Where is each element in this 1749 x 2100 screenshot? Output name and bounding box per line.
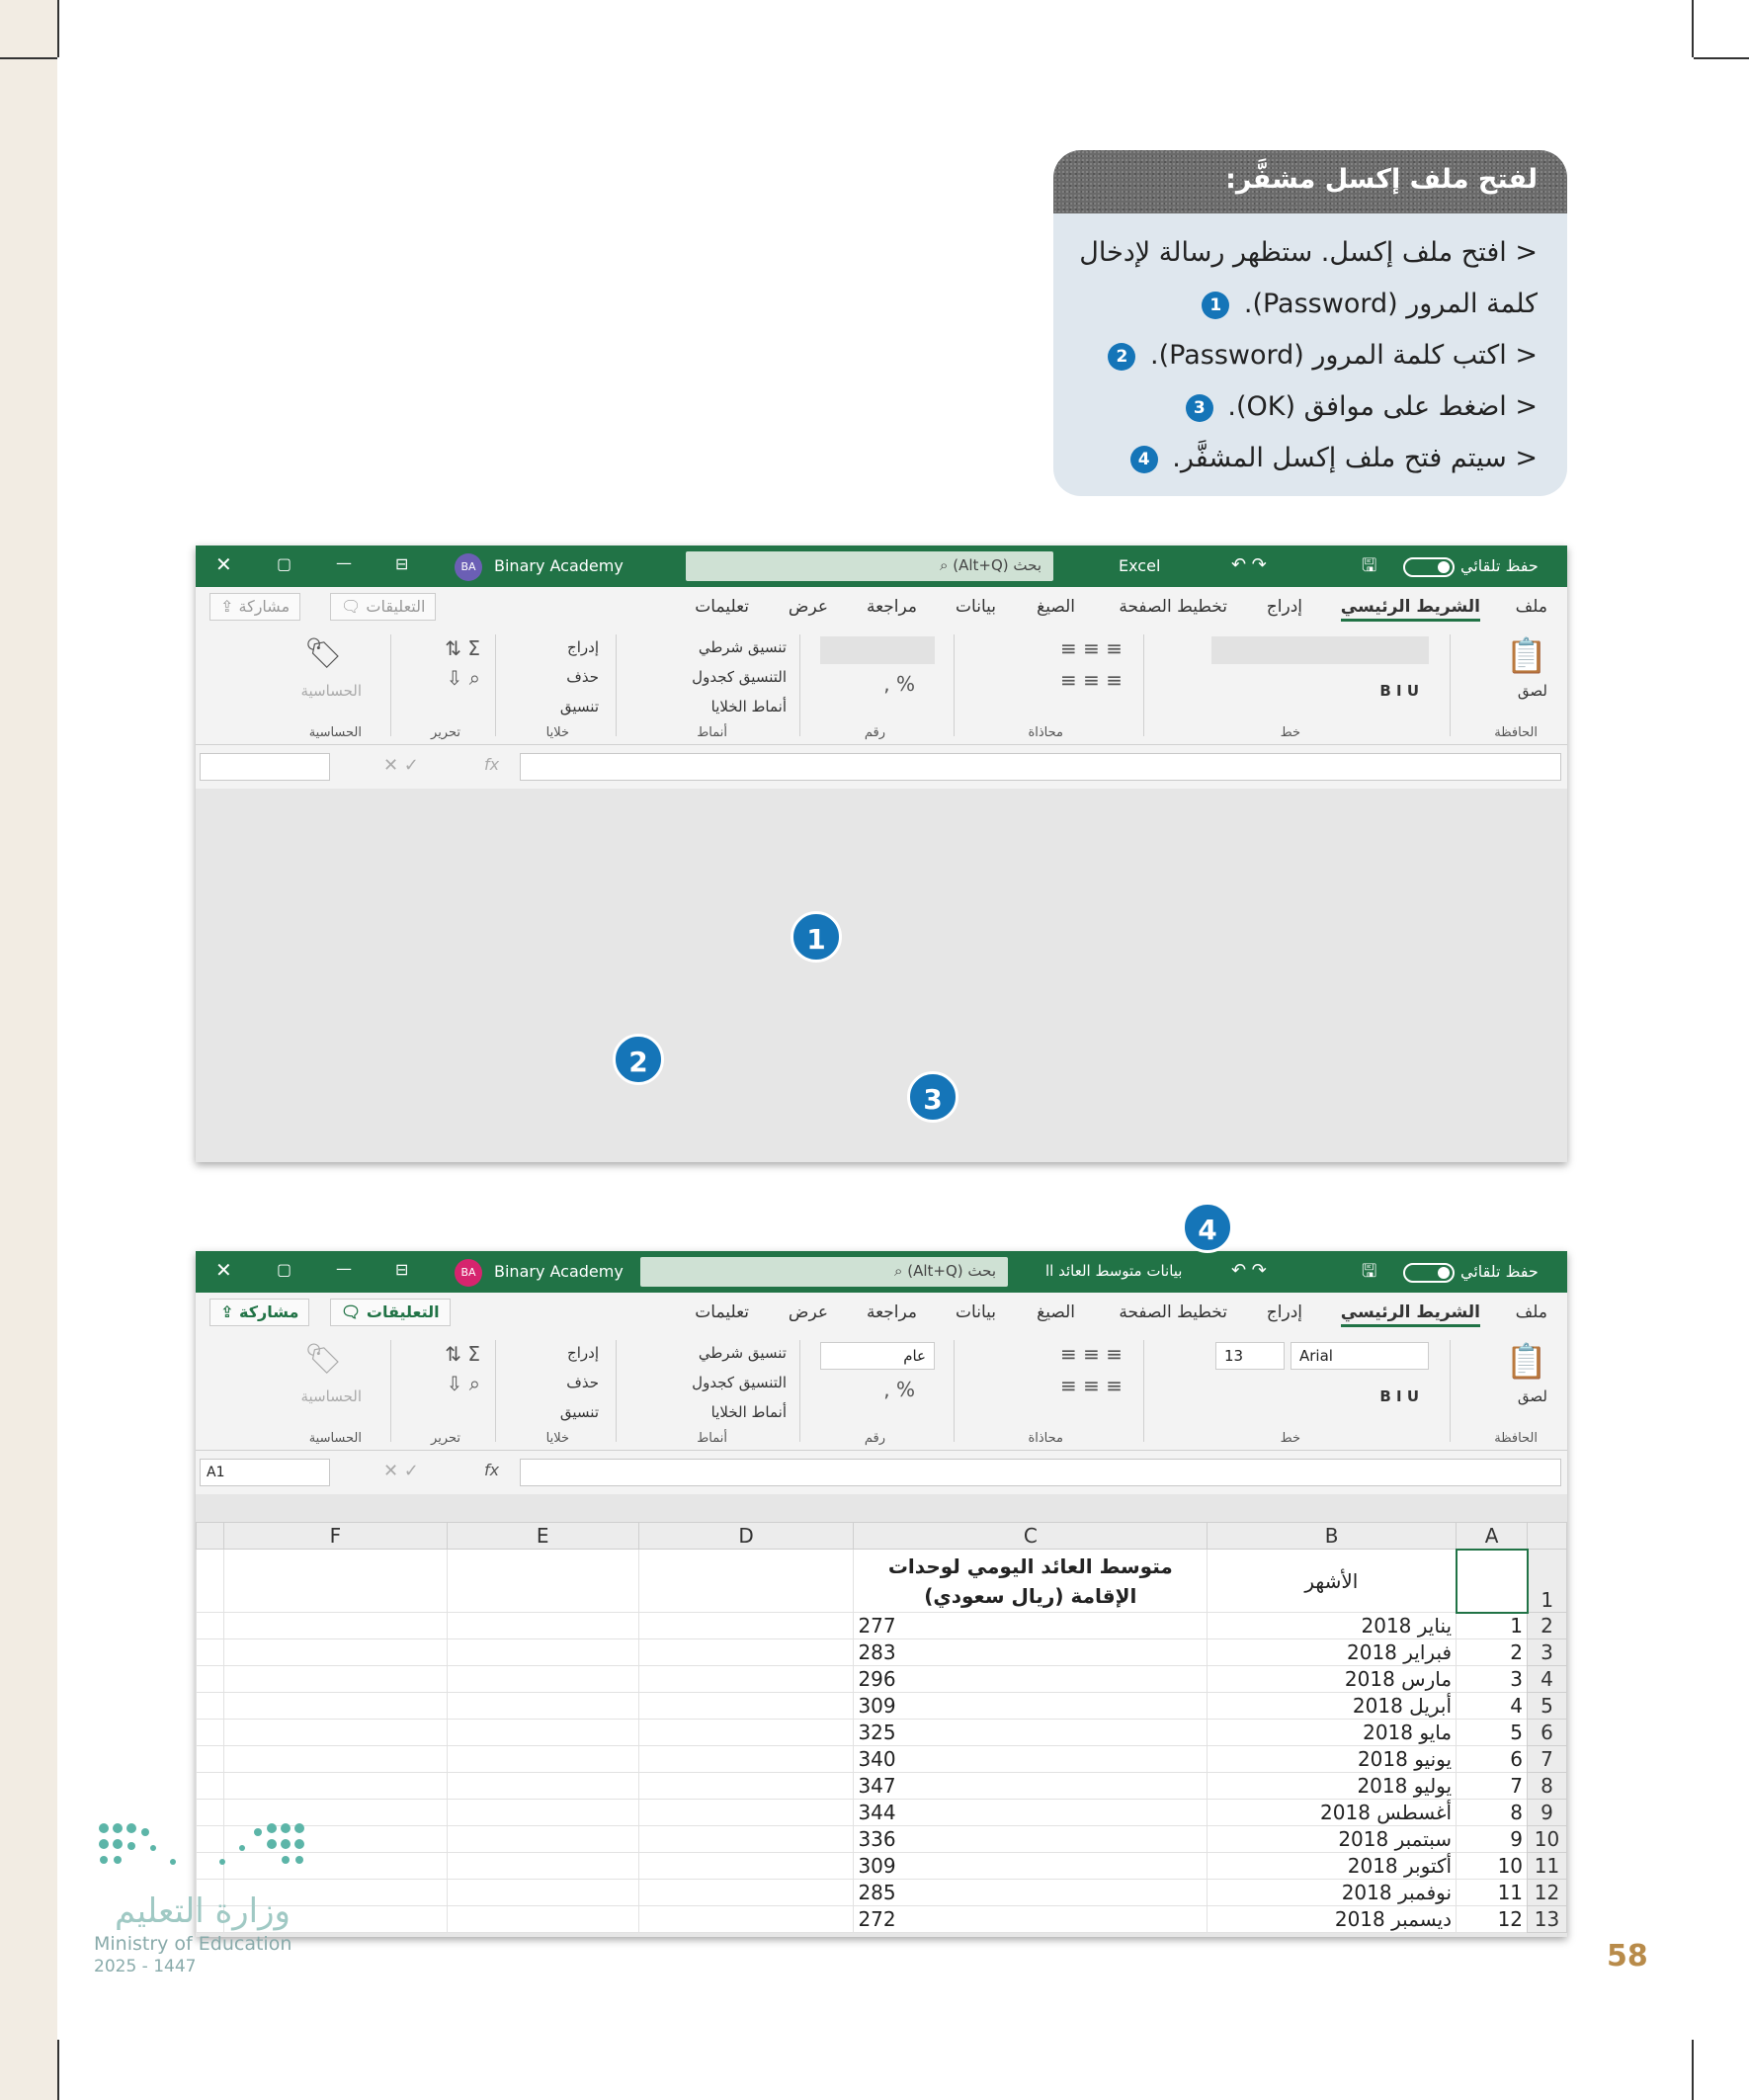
font-size-select[interactable]: 13 [1215,1342,1285,1370]
conditional-format-button[interactable]: تنسيق شرطي [698,638,787,656]
ministry-name-ar: وزارة التعليم [115,1891,291,1931]
sensitivity-label: الحساسية [300,682,362,700]
table-row [197,1800,1567,1826]
table-row [197,1853,1567,1880]
cell[interactable]: نوفمبر 2018 [1208,1880,1457,1906]
cell[interactable]: 8 [1457,1800,1528,1826]
tab-insert[interactable]: إدراج [1266,597,1302,617]
format-cells-button[interactable]: تنسيق [559,1403,599,1421]
formula-input[interactable] [520,753,1561,781]
row-header[interactable]: 9 [1528,1800,1567,1826]
restore-icon[interactable]: ▢ [277,554,292,573]
crop-mark [1692,2040,1694,2100]
group-clipboard: الحافظة [1494,1431,1538,1446]
percent-icon[interactable]: % , [883,672,915,696]
autosave-label: حفظ تلقائي [1460,556,1539,575]
callout-4: 4 [1182,1202,1233,1253]
row-header[interactable]: 1 [1528,1550,1567,1613]
instruction-title: لفتح ملف إكسل مشفَّر: [1053,150,1567,213]
cell[interactable]: 277 [854,1613,1208,1639]
column-header[interactable]: F [224,1523,448,1550]
save-icon[interactable]: 🖫 [1362,1261,1377,1282]
instruction-step: < اكتب كلمة المرور (Password). 2 [1073,330,1538,381]
cell[interactable]: 1 [1457,1613,1528,1639]
cell[interactable]: 344 [854,1800,1208,1826]
group-cells: خلايا [545,725,569,740]
align-icon[interactable]: ≡ ≡ ≡ [1060,1374,1123,1397]
share-button[interactable]: مشاركة ⇪ [209,593,300,621]
cell[interactable]: 9 [1457,1826,1528,1853]
autosave-toggle[interactable] [1403,557,1455,577]
cell[interactable]: مايو 2018 [1208,1720,1457,1746]
paste-icon[interactable]: 📋 [1505,636,1547,676]
ministry-name-en: Ministry of Education [94,1933,292,1955]
undo-icon[interactable]: ↶ ↷ [1231,554,1267,575]
restore-icon[interactable]: ▢ [277,1260,292,1279]
table-row [197,1613,1567,1639]
format-table-button[interactable]: التنسيق كجدول [692,668,787,686]
group-clipboard: الحافظة [1494,725,1538,740]
search-icon: ⌕ [940,556,949,574]
step-badge: 3 [1186,394,1213,422]
cell[interactable]: يوليو 2018 [1208,1773,1457,1800]
cell[interactable]: 340 [854,1746,1208,1773]
column-header[interactable]: A [1457,1523,1528,1550]
tab-view[interactable]: عرض [788,597,828,617]
format-table-button[interactable]: التنسيق كجدول [692,1374,787,1391]
avatar[interactable]: BA [455,553,482,581]
table-row [197,1639,1567,1666]
spreadsheet-grid [196,1522,1567,1933]
cell[interactable]: 2 [1457,1639,1528,1666]
step-badge: 1 [1202,292,1229,319]
column-header[interactable]: C [854,1523,1208,1550]
formula-input[interactable] [520,1459,1561,1486]
ministry-logo-dots [94,1818,311,1888]
cell[interactable]: 6 [1457,1746,1528,1773]
tab-review[interactable]: مراجعة [866,1302,917,1322]
year-label: 2025 - 1447 [94,1957,197,1976]
search-input[interactable]: بحث (Alt+Q) ⌕ [640,1257,1008,1287]
cell-styles-button[interactable]: أنماط الخلايا [710,1403,787,1421]
name-box[interactable] [200,753,330,781]
cell[interactable]: 285 [854,1880,1208,1906]
close-icon[interactable]: ✕ [215,1258,232,1282]
ribbon-display-icon[interactable]: ⊟ [395,1260,409,1279]
tab-insert[interactable]: إدراج [1266,1302,1302,1322]
comments-button[interactable]: التعليقات 🗨 [330,593,436,621]
user-name: Binary Academy [494,1262,624,1281]
table-row [197,1666,1567,1693]
tab-home[interactable]: الشريط الرئيسي [1341,1302,1480,1327]
cell[interactable]: 5 [1457,1720,1528,1746]
column-header[interactable]: B [1208,1523,1457,1550]
row-header[interactable]: 3 [1528,1639,1567,1666]
workbook-area [196,789,1567,1154]
cell[interactable]: 10 [1457,1853,1528,1880]
conditional-format-button[interactable]: تنسيق شرطي [698,1344,787,1362]
group-sensitivity: الحساسية [308,1431,362,1446]
group-alignment: محاذاة [1028,1431,1063,1446]
selected-cell[interactable] [1457,1550,1528,1613]
tab-help[interactable]: تعليمات [695,597,749,617]
callout-3: 3 [907,1071,958,1123]
crop-mark [0,57,57,59]
group-font: خط [1280,1431,1300,1446]
group-cells: خلايا [545,1431,569,1446]
percent-icon[interactable]: % , [883,1378,915,1401]
tab-formulas[interactable]: الصيغ [1037,1302,1075,1322]
bold-icon[interactable]: B I U [1379,682,1419,700]
row-header[interactable]: 12 [1528,1880,1567,1906]
tab-review[interactable]: مراجعة [866,597,917,617]
row-header[interactable]: 11 [1528,1853,1567,1880]
header-cell[interactable]: الأشهر [1208,1550,1457,1613]
row-header[interactable]: 8 [1528,1773,1567,1800]
title-bar [196,546,1567,587]
formula-bar [196,745,1567,789]
sheet-table [196,1522,1567,1933]
undo-icon[interactable]: ↶ ↷ [1231,1260,1267,1281]
instruction-step: < سيتم فتح ملف إكسل المشفَّر. 4 [1073,433,1538,484]
cell[interactable]: 11 [1457,1880,1528,1906]
group-editing: تحرير [431,725,460,740]
tab-view[interactable]: عرض [788,1302,828,1322]
page-margin-strip [0,0,57,2100]
cell[interactable]: 296 [854,1666,1208,1693]
instruction-list [1053,213,1567,484]
app-name: Excel [1119,556,1161,575]
cell[interactable]: يناير 2018 [1208,1613,1457,1639]
autosave-toggle[interactable] [1403,1263,1455,1283]
tab-data[interactable]: بيانات [956,1302,996,1322]
insert-cells-button[interactable]: إدراج [567,1344,599,1362]
font-name-select[interactable]: Arial [1291,1342,1429,1370]
format-cells-button[interactable]: تنسيق [559,698,599,715]
column-header[interactable]: E [447,1523,638,1550]
tab-file[interactable]: ملف [1515,597,1547,617]
ribbon-tabs [196,1293,1567,1332]
cancel-icon[interactable]: ✕ ✓ [383,1461,419,1481]
crop-mark [1692,0,1694,57]
page-number: 58 [1607,1939,1648,1974]
step-badge: 2 [1108,343,1135,371]
comments-button[interactable]: التعليقات 🗨 [330,1299,451,1326]
group-number: رقم [864,1431,885,1446]
callout-2: 2 [613,1034,664,1085]
sensitivity-icon[interactable]: 🏷 [303,636,342,671]
cell[interactable]: 4 [1457,1693,1528,1720]
autosum-icon[interactable]: Σ ⇅ [445,1342,480,1366]
cell[interactable]: أبريل 2018 [1208,1693,1457,1720]
formula-bar [196,1451,1567,1494]
paste-label: لصق [1517,1387,1547,1405]
row-header[interactable]: 5 [1528,1693,1567,1720]
cell[interactable]: 336 [854,1826,1208,1853]
paste-label: لصق [1517,682,1547,700]
row-header[interactable]: 7 [1528,1746,1567,1773]
ribbon-tabs [196,587,1567,627]
find-icon[interactable]: ⌕ ⇩ [446,1372,480,1395]
excel-window-open [196,1251,1567,1937]
crop-mark [57,0,59,57]
cell-styles-button[interactable]: أنماط الخلايا [710,698,787,715]
delete-cells-button[interactable]: حذف [566,1374,599,1391]
sensitivity-icon[interactable]: 🏷 [303,1342,342,1377]
cell[interactable]: سبتمبر 2018 [1208,1826,1457,1853]
group-number: رقم [864,725,885,740]
cell[interactable]: 309 [854,1853,1208,1880]
number-format-select[interactable] [820,636,935,664]
align-icon[interactable]: ≡ ≡ ≡ [1060,668,1123,692]
row-header[interactable]: 4 [1528,1666,1567,1693]
ribbon-display-icon[interactable]: ⊟ [395,554,409,573]
insert-cells-button[interactable]: إدراج [567,638,599,656]
cell[interactable]: 3 [1457,1666,1528,1693]
table-row [197,1773,1567,1800]
header-cell[interactable]: متوسط العائد اليومي لوحدات الإقامة (ريال سعودي) [854,1550,1208,1613]
tab-file[interactable]: ملف [1515,1302,1547,1322]
instruction-step: < اضغط على موافق (OK). 3 [1073,381,1538,433]
column-header[interactable]: D [638,1523,854,1550]
autosave-label: حفظ تلقائي [1460,1262,1539,1281]
cell[interactable]: 283 [854,1639,1208,1666]
ministry-logo [94,1818,311,1976]
bold-icon[interactable]: B I U [1379,1387,1419,1405]
cell[interactable]: 347 [854,1773,1208,1800]
paste-icon[interactable]: 📋 [1505,1342,1547,1382]
cell[interactable]: أغسطس 2018 [1208,1800,1457,1826]
cancel-icon[interactable]: ✕ ✓ [383,755,419,776]
row-header[interactable]: 13 [1528,1906,1567,1933]
step-badge: 4 [1130,446,1158,473]
cell[interactable]: ديسمبر 2018 [1208,1906,1457,1933]
row-header[interactable]: 6 [1528,1720,1567,1746]
sensitivity-label: الحساسية [300,1387,362,1405]
group-alignment: محاذاة [1028,725,1063,740]
close-icon[interactable]: ✕ [215,552,232,576]
search-input[interactable]: بحث (Alt+Q) ⌕ [686,551,1053,581]
cell[interactable]: 272 [854,1906,1208,1933]
cell[interactable]: 12 [1457,1906,1528,1933]
group-editing: تحرير [431,1431,460,1446]
table-row [197,1746,1567,1773]
cell[interactable]: أكتوبر 2018 [1208,1853,1457,1880]
number-format-select[interactable]: عام [820,1342,935,1370]
find-icon[interactable]: ⌕ ⇩ [446,666,480,690]
name-box[interactable]: A1 [200,1459,330,1486]
crop-mark [57,2040,59,2100]
cell[interactable]: يونيو 2018 [1208,1746,1457,1773]
excel-window-locked [196,546,1567,1162]
tab-page-layout[interactable]: تخطيط الصفحة [1119,1302,1227,1322]
tab-page-layout[interactable]: تخطيط الصفحة [1119,597,1227,617]
cell[interactable]: 7 [1457,1773,1528,1800]
instruction-box [1053,150,1567,496]
instruction-step: < افتح ملف إكسل. ستظهر رسالة لإدخال كلمة المرور (Password). 1 [1073,227,1538,330]
font-name-select[interactable] [1211,636,1429,664]
align-icon[interactable]: ≡ ≡ ≡ [1060,1342,1123,1366]
table-row [197,1826,1567,1853]
save-icon[interactable]: 🖫 [1362,555,1377,576]
title-bar [196,1251,1567,1293]
minimize-icon[interactable]: — [336,1259,352,1278]
tab-home[interactable]: الشريط الرئيسي [1341,597,1480,622]
user-name: Binary Academy [494,556,624,575]
align-icon[interactable]: ≡ ≡ ≡ [1060,636,1123,660]
table-row [197,1880,1567,1906]
tab-help[interactable]: تعليمات [695,1302,749,1322]
ribbon [196,1332,1567,1451]
table-row [197,1693,1567,1720]
search-icon: ⌕ [894,1262,903,1280]
ribbon [196,627,1567,745]
callout-1: 1 [791,911,842,963]
minimize-icon[interactable]: — [336,553,352,572]
tab-data[interactable]: بيانات [956,597,996,617]
file-title[interactable]: بيانات متوسط العائد اا [1045,1262,1183,1280]
group-sensitivity: الحساسية [308,725,362,740]
tab-formulas[interactable]: الصيغ [1037,597,1075,617]
cell[interactable]: 309 [854,1693,1208,1720]
crop-mark [1694,57,1749,59]
fx-label: fx [484,1461,500,1479]
share-button[interactable]: مشاركة ⇪ [209,1299,309,1326]
avatar[interactable]: BA [455,1259,482,1287]
fx-label: fx [484,755,500,774]
cell[interactable]: مارس 2018 [1208,1666,1457,1693]
group-styles: أنماط [697,1431,727,1446]
autosum-icon[interactable]: Σ ⇅ [445,636,480,660]
table-row [197,1720,1567,1746]
cell[interactable]: 325 [854,1720,1208,1746]
delete-cells-button[interactable]: حذف [566,668,599,686]
group-styles: أنماط [697,725,727,740]
cell[interactable]: فبراير 2018 [1208,1639,1457,1666]
row-header[interactable]: 2 [1528,1613,1567,1639]
table-row [197,1906,1567,1933]
group-font: خط [1280,725,1300,740]
row-header[interactable]: 10 [1528,1826,1567,1853]
